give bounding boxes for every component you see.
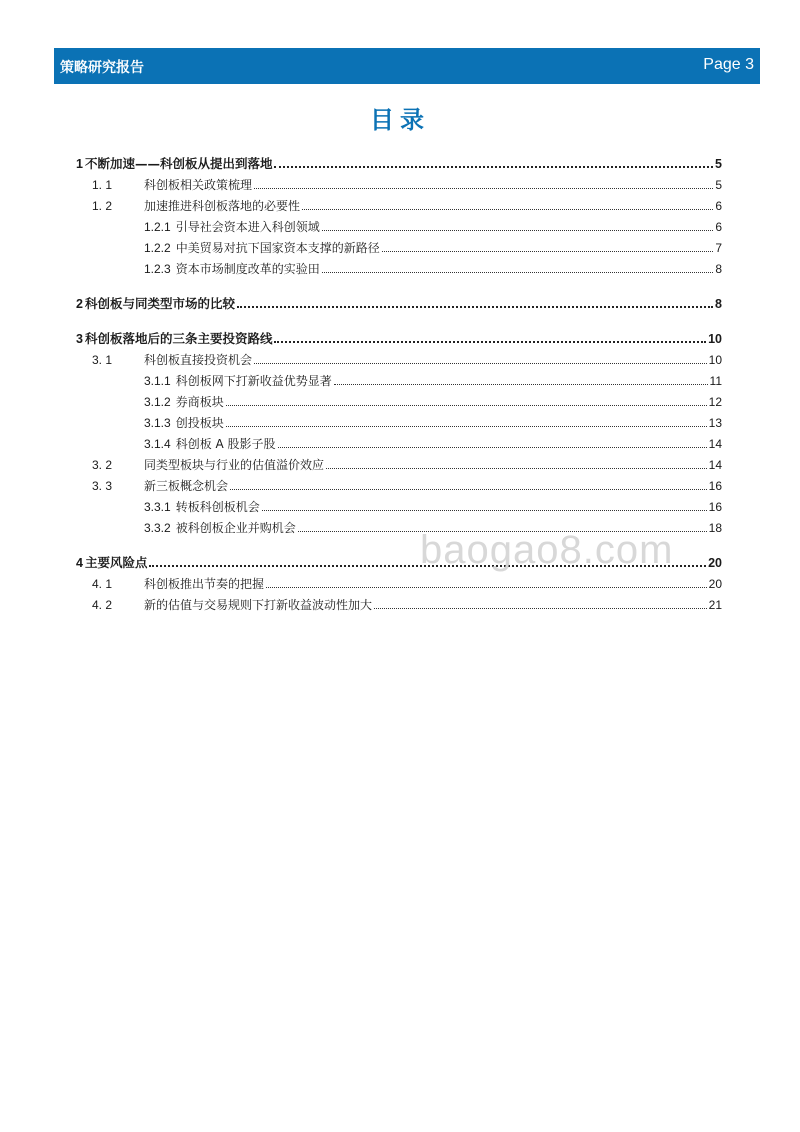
toc-entry-page: 12: [708, 395, 722, 409]
toc-entry-leader-dots: [326, 468, 707, 469]
toc-entry[interactable]: [76, 593, 722, 613]
page-header: [54, 48, 760, 84]
toc-entry[interactable]: [76, 453, 722, 473]
toc-entry-number: 1.2.1: [144, 220, 171, 234]
toc-entry-page: 8: [715, 297, 722, 311]
toc-entry[interactable]: [76, 495, 722, 515]
toc-entry[interactable]: [76, 432, 722, 452]
toc-entry-leader-dots: [226, 405, 707, 406]
toc-entry-number: 1.2.2: [144, 241, 171, 255]
toc-entry-number: 3.1.3: [144, 416, 171, 430]
toc-entry[interactable]: [76, 215, 722, 235]
toc-entry-number: 2: [76, 297, 83, 311]
toc-entry-leader-dots: [274, 166, 713, 168]
toc-entry-label: [76, 198, 300, 214]
toc-entry-number: 3. 3: [92, 479, 113, 493]
toc-entry-number: 3.1.1: [144, 374, 171, 388]
toc-entry-leader-dots: [237, 306, 713, 308]
toc-entry-number: 1: [76, 157, 83, 171]
toc-entry-page: 18: [708, 521, 722, 535]
toc-entry-page: 20: [708, 577, 722, 591]
toc-entry-number: 4: [76, 556, 83, 570]
toc-entry[interactable]: [76, 327, 722, 347]
toc-entry[interactable]: [76, 236, 722, 256]
toc-entry-page: 6: [715, 199, 722, 213]
toc-entry[interactable]: [76, 152, 722, 172]
toc-entry-label: [76, 555, 147, 571]
toc-entry-page: 5: [715, 178, 722, 192]
toc-entry-text: 引导社会资本进入科创领域: [175, 220, 320, 234]
toc-entry[interactable]: [76, 194, 722, 214]
toc-entry-page: 14: [708, 458, 722, 472]
toc-entry[interactable]: [76, 173, 722, 193]
toc-entry[interactable]: [76, 292, 722, 312]
toc-entry-number: 1. 1: [92, 178, 113, 192]
toc-entry-text: 主要风险点: [84, 555, 148, 570]
toc-entry-leader-dots: [254, 188, 713, 189]
header-section-title: 策略研究报告: [60, 60, 144, 76]
toc-entry-page: 14: [708, 437, 722, 451]
toc-entry-page: 6: [715, 220, 722, 234]
toc-entry-label: [76, 156, 272, 172]
toc-entry[interactable]: [76, 348, 722, 368]
toc-entry-page: 20: [708, 556, 722, 570]
toc-entry-text: 新三板概念机会: [144, 479, 229, 493]
toc-entry-page: 7: [715, 241, 722, 255]
toc-entry-text: 资本市场制度改革的实验田: [175, 262, 320, 276]
header-page-number: Page 3: [703, 56, 754, 73]
toc-entry-page: 21: [708, 598, 722, 612]
toc-entry-text: 中美贸易对抗下国家资本支撑的新路径: [175, 241, 380, 255]
toc-entry-label: [76, 597, 372, 613]
toc-entry[interactable]: [76, 390, 722, 410]
toc-entry-number: 4. 1: [92, 577, 113, 591]
toc-entry-leader-dots: [262, 510, 707, 511]
toc-entry-page: 16: [708, 500, 722, 514]
toc-entry[interactable]: [76, 257, 722, 277]
toc-entry-number: 3. 1: [92, 353, 113, 367]
toc-entry-leader-dots: [266, 587, 707, 588]
toc-entry-text: 科创板推出节奏的把握: [144, 577, 265, 591]
toc-entry-label: [76, 373, 332, 389]
toc-entry-leader-dots: [254, 363, 707, 364]
toc-entry-leader-dots: [322, 272, 714, 273]
toc-entry-page: 13: [708, 416, 722, 430]
toc-entry-label: [76, 576, 264, 592]
toc-entry-number: 3. 2: [92, 458, 113, 472]
toc-title: 目录: [370, 106, 430, 134]
toc-entry-text: 不断加速——科创板从提出到落地: [84, 156, 273, 171]
toc-entry-label: [76, 261, 320, 277]
toc-entry[interactable]: [76, 369, 722, 389]
toc-entry-label: [76, 415, 224, 431]
toc-entry-label: [76, 457, 324, 473]
toc-entry-number: 1. 2: [92, 199, 113, 213]
toc-entry-text: 新的估值与交易规则下打新收益波动性加大: [144, 598, 373, 612]
toc-entry-number: 3.3.2: [144, 521, 171, 535]
toc-entry-label: [76, 478, 228, 494]
toc-entry-text: 转板科创板机会: [175, 500, 260, 514]
toc-entry-leader-dots: [382, 251, 714, 252]
toc-entry-label: [76, 520, 296, 536]
toc-entry-text: 科创板落地后的三条主要投资路线: [84, 331, 273, 346]
toc-entry-text: 券商板块: [175, 395, 224, 409]
toc-entry-text: 科创板相关政策梳理: [144, 178, 253, 192]
toc-entry-label: [76, 352, 252, 368]
toc-entry-page: 5: [715, 157, 722, 171]
toc-entry-label: [76, 331, 272, 347]
toc-entry-text: 创投板块: [175, 416, 224, 430]
toc-entry-leader-dots: [274, 341, 706, 343]
toc-entry-page: 11: [709, 374, 722, 388]
toc-entry-number: 3.1.2: [144, 395, 171, 409]
toc-entry[interactable]: [76, 474, 722, 494]
toc-entry-label: [76, 394, 224, 410]
toc-entry-label: [76, 499, 260, 515]
toc-entry-label: [76, 177, 252, 193]
toc-entry-leader-dots: [230, 489, 707, 490]
toc-entry-page: 8: [715, 262, 722, 276]
toc-entry-number: 4. 2: [92, 598, 113, 612]
toc-entry-leader-dots: [334, 384, 708, 385]
toc-entry-leader-dots: [322, 230, 714, 231]
toc-entry-text: 同类型板块与行业的估值溢价效应: [144, 458, 325, 472]
toc-entry-number: 3.3.1: [144, 500, 171, 514]
toc-entry-leader-dots: [278, 447, 707, 448]
toc-entry[interactable]: [76, 572, 722, 592]
toc-entry-page: 10: [708, 332, 722, 346]
toc-entry-leader-dots: [226, 426, 707, 427]
toc-entry-leader-dots: [302, 209, 713, 210]
toc-entry-number: 1.2.3: [144, 262, 171, 276]
toc-entry-label: [76, 296, 235, 312]
toc-entry-page: 16: [708, 479, 722, 493]
toc-entry-text: 科创板与同类型市场的比较: [84, 296, 235, 311]
toc-entry-leader-dots: [374, 608, 707, 609]
toc-entry-label: [76, 219, 320, 235]
toc-entry-page: 10: [708, 353, 722, 367]
toc-entry-number: 3: [76, 332, 83, 346]
toc-entry-number: 3.1.4: [144, 437, 171, 451]
toc-entry[interactable]: [76, 411, 722, 431]
toc-entry-label: [76, 240, 380, 256]
toc-entry-text: 加速推进科创板落地的必要性: [144, 199, 301, 213]
toc-entry-text: 被科创板企业并购机会: [175, 521, 296, 535]
watermark: baogao8.com: [420, 528, 674, 572]
toc-entry-text: 科创板网下打新收益优势显著: [175, 374, 332, 388]
toc-entry-label: [76, 436, 276, 452]
toc-entry-text: 科创板 A 股影子股: [175, 437, 276, 451]
toc-entry-text: 科创板直接投资机会: [144, 353, 253, 367]
